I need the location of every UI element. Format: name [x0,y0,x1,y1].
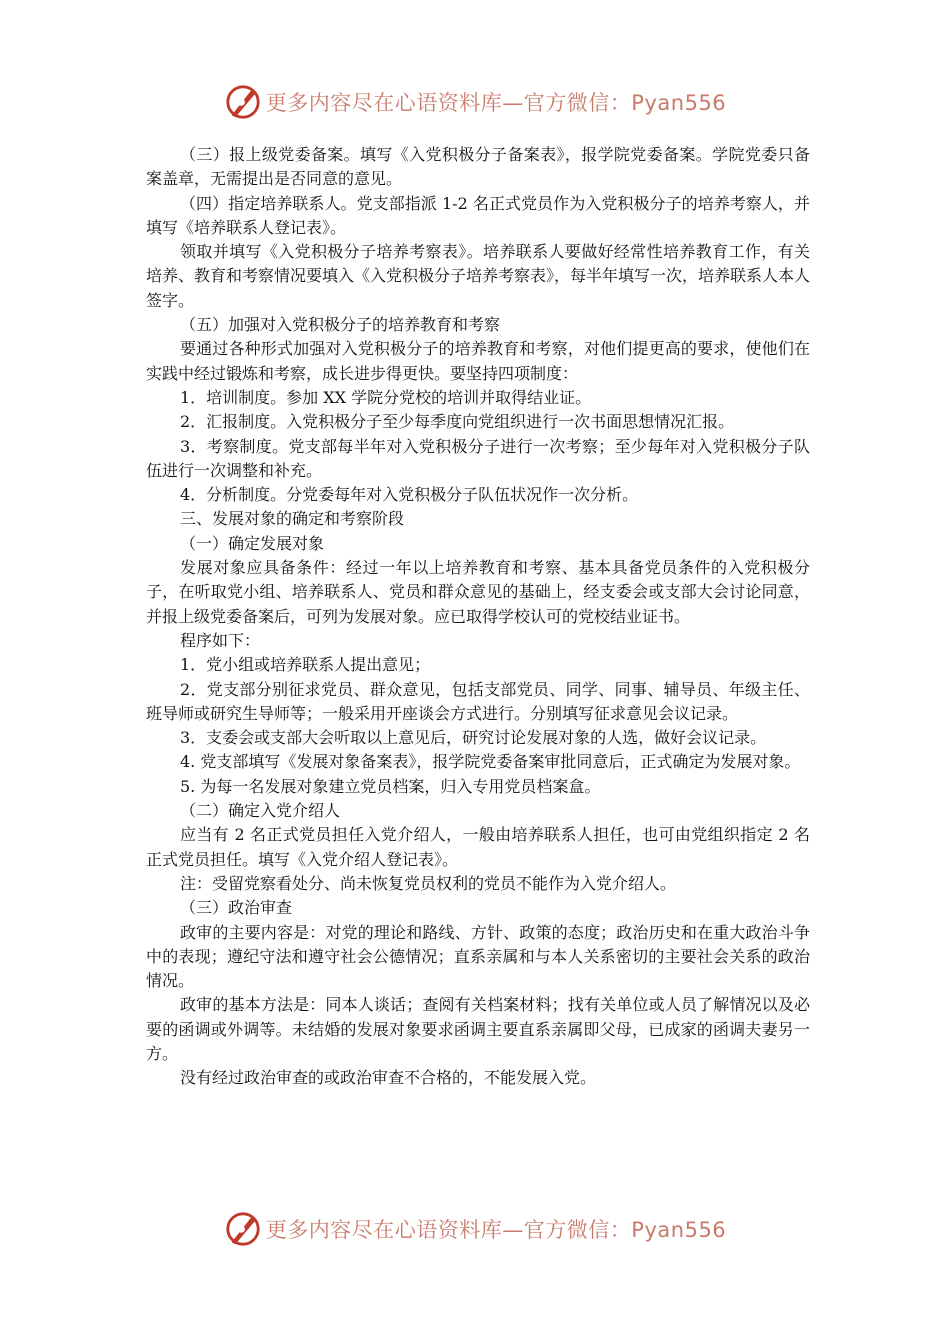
pen-logo-icon [224,83,262,121]
section-heading: （五）加强对入党积极分子的培养教育和考察 [180,315,501,335]
paragraph: （四）指定培养联系人。党支部指派 1-2 名正式党员作为入党积极分子的培养考察人，并填写《培养联系人登记表》。 [146,193,810,237]
paragraph: 程序如下： [180,630,261,650]
paragraph: 政审的基本方法是：同本人谈话；查阅有关档案材料；找有关单位或人员了解情况以及必要的函调或外调等。未结婚的发展对象要求函调主要直系亲属即父母，已成家的函调夫妻另一方。 [146,995,810,1063]
list-item: 1．培训制度。参加 XX 学院分党校的培训并取得结业证。 [180,387,592,407]
paragraph: 应当有 2 名正式党员担任入党介绍人，一般由培养联系人担任，也可由党组织指定 2 名正式党员担任。填写《入党介绍人登记表》。 [146,825,810,869]
paragraph: 发展对象应具备条件：经过一年以上培养教育和考察、基本具备党员条件的入党积极分子，在听取党小组、培养联系人、党员和群众意见的基础上，经支委会或支部大会讨论同意，并报上级党委备案后，可列为发展对象。应已取得学校认可的党校结业证书。 [146,558,810,626]
list-item: 1．党小组或培养联系人提出意见； [180,655,431,675]
header-banner [0,78,950,126]
banner-text: 更多内容尽在心语资料库—官方微信：Pyan556 [265,91,727,115]
banner-text: 更多内容尽在心语资料库—官方微信：Pyan556 [265,1218,727,1242]
section-heading: 三、发展对象的确定和考察阶段 [180,509,405,529]
footer-banner [0,1205,950,1253]
document-body [146,143,810,1091]
paragraph: （三）报上级党委备案。填写《入党积极分子备案表》，报学院党委备案。学院党委只备案盖章，无需提出是否同意的意见。 [146,145,810,189]
paragraph: 注：受留党察看处分、尚未恢复党员权利的党员不能作为入党介绍人。 [180,873,677,893]
list-item: 3．支委会或支部大会听取以上意见后，研究讨论发展对象的人选，做好会议记录。 [180,728,767,748]
paragraph: 政审的主要内容是：对党的理论和路线、方针、政策的态度；政治历史和在重大政治斗争中的表现；遵纪守法和遵守社会公德情况；直系亲属和与本人关系密切的主要社会关系的政治情况。 [146,922,810,991]
paragraph: 要通过各种形式加强对入党积极分子的培养教育和考察，对他们提更高的要求，使他们在实践中经过锻炼和考察，成长进步得更快。要坚持四项制度： [146,339,810,383]
subsection-heading: （二）确定入党介绍人 [180,801,341,821]
list-item: 2．汇报制度。入党积极分子至少每季度向党组织进行一次书面思想情况汇报。 [180,412,735,432]
list-item: 2．党支部分别征求党员、群众意见，包括支部党员、同学、同事、辅导员、年级主任、班导师或研究生导师等；一般采用开座谈会方式进行。分别填写征求意见会议记录。 [146,679,810,723]
paragraph: 没有经过政治审查的或政治审查不合格的，不能发展入党。 [180,1068,597,1088]
list-item: 4．分析制度。分党委每年对入党积极分子队伍状况作一次分析。 [180,485,639,505]
paragraph: 领取并填写《入党积极分子培养考察表》。培养联系人要做好经常性培养教育工作，有关培养、教育和考察情况要填入《入党积极分子培养考察表》，每半年填写一次，培养联系人本人签字。 [146,242,811,310]
list-item: 4. 党支部填写《发展对象备案表》，报学院党委备案审批同意后，正式确定为发展对象。 [180,752,801,772]
list-item: 3．考察制度。党支部每半年对入党积极分子进行一次考察；至少每年对入党积极分子队伍进行一次调整和补充。 [146,436,810,480]
list-item: 5. 为每一名发展对象建立党员档案，归入专用党员档案盒。 [180,776,601,796]
subsection-heading: （一）确定发展对象 [180,533,325,553]
subsection-heading: （三）政治审查 [180,898,293,918]
pen-logo-icon [224,1210,262,1248]
